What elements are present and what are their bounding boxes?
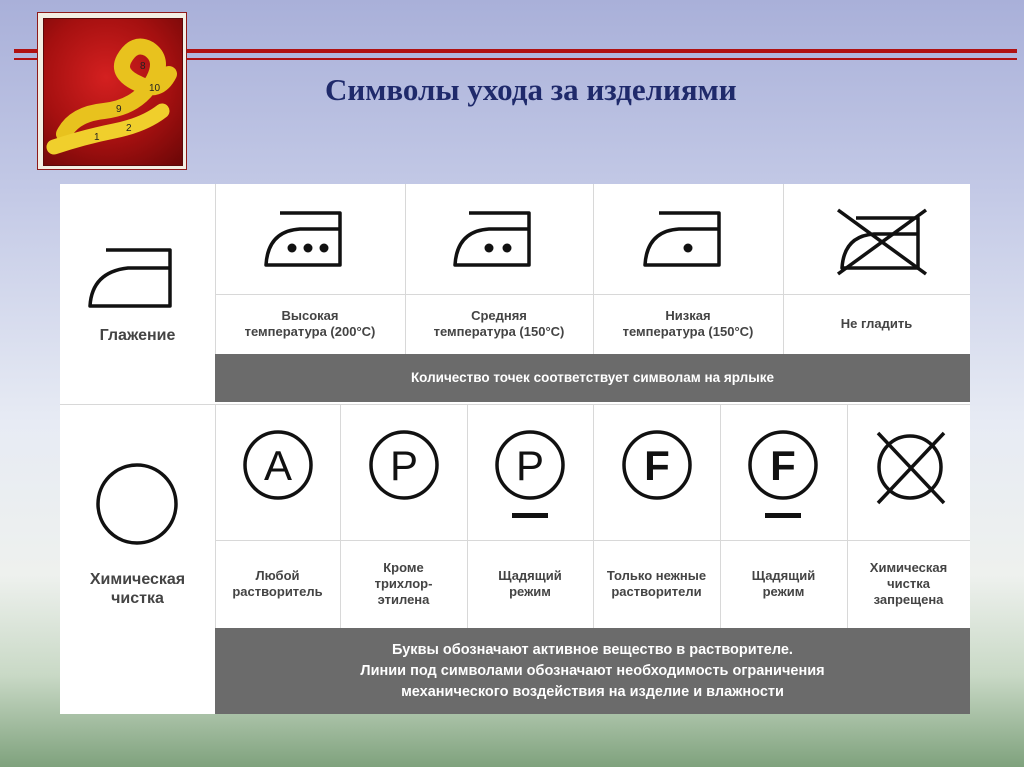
page-title: Символы ухода за изделиями	[325, 72, 737, 107]
drycleaning-p-gentle-icon	[494, 429, 566, 524]
drycleaning-label-forbidden: Химическая чистка запрещена	[869, 560, 948, 607]
tape-number: 8	[140, 61, 146, 72]
tape-number: 2	[126, 123, 132, 134]
drycleaning-category-label: Химическая чистка	[89, 571, 186, 607]
ironing-note-band: Количество точек соответствует символам на ярлыке	[215, 354, 970, 402]
iron-high-temp-icon	[264, 209, 356, 269]
drycleaning-note-band	[215, 628, 970, 714]
dry-cleaning-icon	[95, 462, 179, 546]
header-rule-left	[14, 49, 38, 53]
drycleaning-letter: A	[263, 442, 293, 489]
drycleaning-a-icon	[242, 429, 314, 519]
drycleaning-f-gentle-icon	[747, 429, 819, 524]
iron-icon	[88, 244, 188, 314]
measuring-tape-icon	[43, 18, 183, 166]
header-rule-thin	[187, 58, 1017, 60]
drycleaning-label-any: Любой растворитель	[232, 568, 323, 599]
tape-number: 10	[149, 83, 161, 94]
drycleaning-letter: P	[515, 442, 545, 489]
drycleaning-label-except-tce: Кроме трихлор- этилена	[374, 560, 433, 607]
drycleaning-note-line: механического воздействия на изделие и влажности	[401, 684, 784, 700]
logo	[37, 12, 187, 170]
drycleaning-f-icon	[621, 429, 693, 519]
tape-number: 1	[94, 132, 100, 143]
do-not-iron-icon	[832, 204, 932, 280]
tape-number: 9	[116, 104, 122, 115]
drycleaning-letter: F	[770, 442, 796, 489]
drycleaning-label-gentle-f: Щадящий режим	[751, 568, 816, 599]
do-not-dryclean-icon	[870, 429, 950, 509]
drycleaning-label-delicate: Только нежные растворители	[606, 568, 707, 599]
ironing-label-none: Не гладить	[840, 316, 913, 331]
drycleaning-p-icon	[368, 429, 440, 519]
drycleaning-note-line: Линии под символами обозначают необходимость ограничения	[360, 663, 825, 679]
drycleaning-note-line: Буквы обозначают активное вещество в растворителе.	[392, 642, 793, 658]
header-rule	[187, 49, 1017, 53]
drycleaning-letter: P	[389, 442, 419, 489]
drycleaning-letter: F	[644, 442, 670, 489]
drycleaning-label-gentle-p: Щадящий режим	[498, 568, 562, 599]
ironing-label-low: Низкая температура (150°C)	[622, 308, 754, 339]
iron-low-temp-icon	[643, 209, 735, 269]
ironing-category-label: Глажение	[99, 327, 176, 344]
header-rule-left-thin	[14, 58, 38, 60]
care-symbols-table	[60, 184, 970, 714]
ironing-label-high: Высокая температура (200°C)	[244, 308, 376, 339]
iron-medium-temp-icon	[453, 209, 545, 269]
ironing-label-medium: Средняя температура (150°C)	[433, 308, 565, 339]
